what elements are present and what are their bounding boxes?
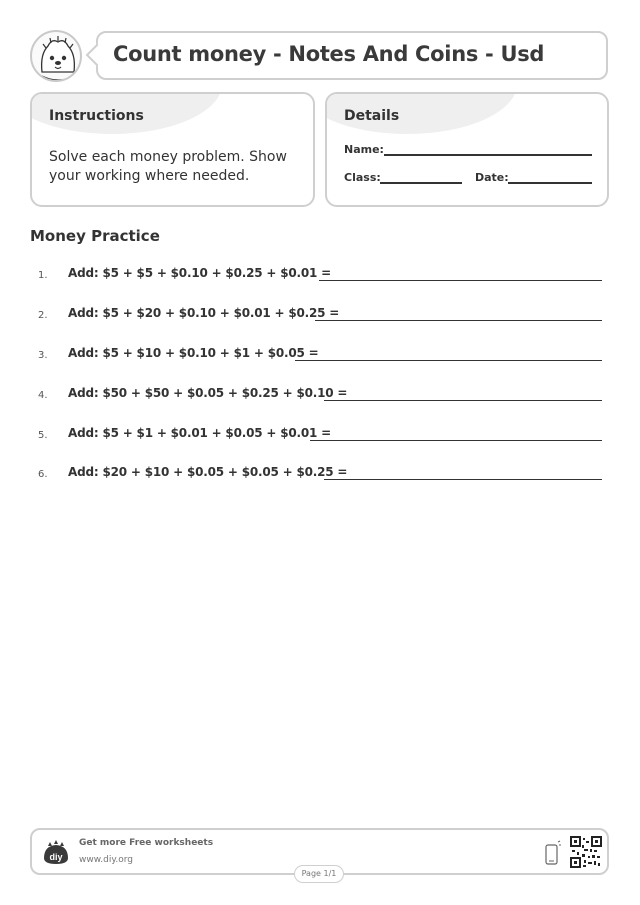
question-text: Add: $5 + $20 + $0.10 + $0.01 + $0.25 =: [68, 306, 340, 320]
question-number: 1.: [38, 270, 48, 281]
answer-line[interactable]: [319, 280, 602, 281]
question-number: 6.: [38, 469, 48, 480]
answer-line[interactable]: [324, 479, 602, 480]
question-item: [30, 346, 610, 366]
title-banner: [96, 31, 608, 80]
instructions-panel: [30, 92, 315, 207]
question-number: 4.: [38, 390, 48, 401]
details-panel: [325, 92, 609, 207]
question-text: Add: $5 + $5 + $0.10 + $0.25 + $0.01 =: [68, 266, 331, 280]
answer-line[interactable]: [324, 400, 602, 401]
question-item: [30, 306, 610, 326]
page-indicator: Page 1/1: [294, 865, 344, 883]
details-heading: Details: [344, 108, 400, 124]
class-field[interactable]: [380, 182, 462, 184]
footer-url[interactable]: www.diy.org: [79, 855, 133, 865]
question-number: 2.: [38, 310, 48, 321]
instructions-text: Solve each money problem. Show your working where needed.: [49, 149, 287, 184]
class-label: Class:: [344, 171, 381, 184]
question-number: 5.: [38, 430, 48, 441]
name-field[interactable]: [384, 154, 592, 156]
question-item: [30, 426, 610, 446]
question-number: 3.: [38, 350, 48, 361]
date-field[interactable]: [508, 182, 592, 184]
diy-logo-icon[interactable]: [42, 840, 70, 866]
section-title: Money Practice: [30, 227, 160, 245]
question-item: [30, 386, 610, 406]
footer-promo: Get more Free worksheets: [79, 838, 214, 848]
question-item: [30, 266, 610, 286]
phone-icon: [544, 840, 562, 866]
answer-line[interactable]: [310, 440, 602, 441]
date-label: Date:: [475, 171, 509, 184]
answer-line[interactable]: [315, 320, 602, 321]
answer-line[interactable]: [295, 360, 602, 361]
question-item: [30, 465, 610, 485]
svg-text:diy: diy: [49, 852, 63, 862]
question-text: Add: $20 + $10 + $0.05 + $0.05 + $0.25 =: [68, 465, 348, 479]
mascot-icon: [30, 30, 82, 82]
question-text: Add: $50 + $50 + $0.05 + $0.25 + $0.10 =: [68, 386, 348, 400]
qr-code-icon: [570, 836, 602, 868]
question-text: Add: $5 + $10 + $0.10 + $1 + $0.05 =: [68, 346, 319, 360]
name-label: Name:: [344, 143, 384, 156]
instructions-heading: Instructions: [49, 108, 144, 124]
page-title: Count money - Notes And Coins - Usd: [113, 42, 545, 66]
question-text: Add: $5 + $1 + $0.01 + $0.05 + $0.01 =: [68, 426, 331, 440]
